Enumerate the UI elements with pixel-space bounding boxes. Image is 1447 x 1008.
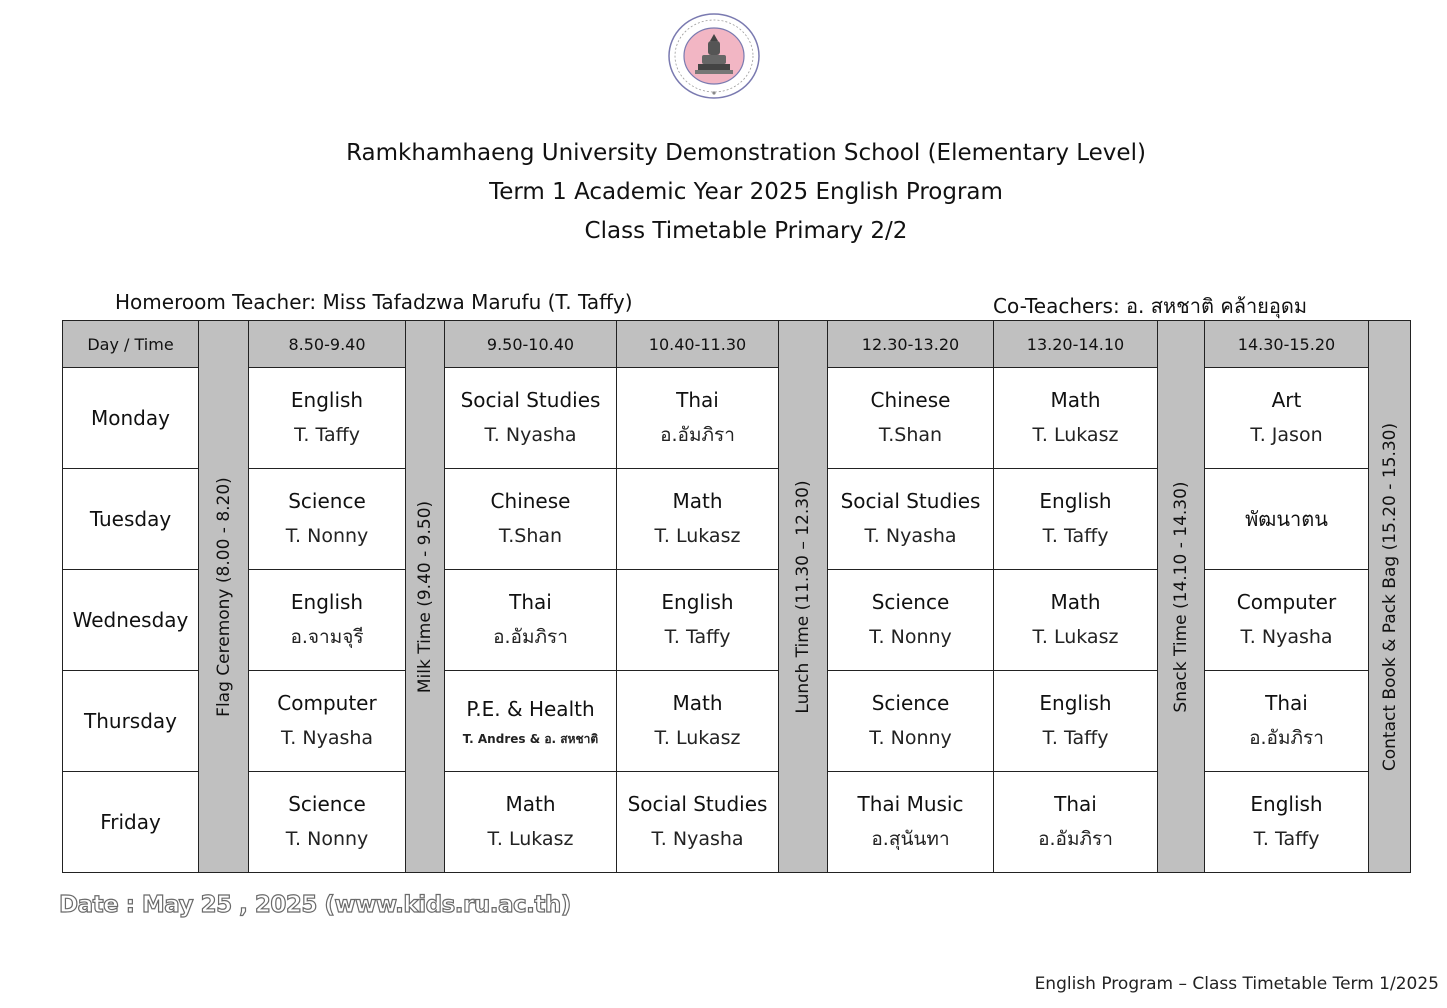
teacher: T. Jason — [1250, 424, 1323, 446]
teacher: T. Nyasha — [651, 828, 744, 850]
period-cell — [617, 772, 779, 873]
time-header: 12.30-13.20 — [828, 321, 994, 368]
subject: Science — [871, 590, 950, 614]
day-cell: Tuesday — [63, 469, 199, 570]
date-line: Date : May 25 , 2025 (www.kids.ru.ac.th) — [59, 892, 571, 918]
homeroom-teacher: Homeroom Teacher: Miss Tafadzwa Marufu (T. Taffy) — [115, 290, 633, 314]
teacher: T. Nonny — [285, 525, 369, 547]
subject: Science — [871, 691, 950, 715]
teacher: T. Lukasz — [654, 525, 741, 547]
time-header: 8.50-9.40 — [249, 321, 406, 368]
period-cell — [1205, 570, 1369, 671]
teacher: T. Nyasha — [484, 424, 577, 446]
subject: พัฒนาตน — [1245, 506, 1328, 531]
school-title: Ramkhamhaeng University Demonstration School (Elementary Level) — [346, 140, 1146, 166]
period-cell — [617, 671, 779, 772]
table-row — [63, 469, 1411, 570]
teacher: T. Nyasha — [280, 727, 374, 749]
period-cell — [1205, 772, 1369, 873]
period-cell — [994, 368, 1158, 469]
subject: Math — [672, 489, 723, 513]
period-cell — [445, 368, 617, 469]
teacher: T. Taffy — [1253, 828, 1320, 850]
subject: Social Studies — [840, 489, 981, 513]
period-cell — [994, 469, 1158, 570]
period-cell — [249, 469, 406, 570]
teacher: T. Taffy — [664, 626, 731, 648]
teacher: T. Lukasz — [487, 828, 574, 850]
timetable — [62, 320, 1411, 873]
break-snack-time — [1158, 321, 1205, 873]
subject: English — [1250, 792, 1323, 816]
period-cell — [445, 772, 617, 873]
day-cell: Friday — [63, 772, 199, 873]
teacher: อ.อัมภิรา — [1249, 727, 1324, 749]
subject: English — [290, 590, 364, 614]
term-title: Term 1 Academic Year 2025 English Program — [489, 179, 1003, 205]
teacher: T. Nonny — [869, 626, 952, 648]
teacher: T. Nyasha — [864, 525, 957, 547]
period-cell — [617, 570, 779, 671]
period-cell — [828, 772, 994, 873]
teacher: อ.อัมภิรา — [660, 424, 735, 446]
period-cell — [249, 772, 406, 873]
teacher: อ.สุนันทา — [871, 828, 950, 850]
break-milk-time — [406, 321, 445, 873]
period-cell — [994, 772, 1158, 873]
subject: Thai — [1265, 691, 1308, 715]
subject: Chinese — [490, 489, 571, 513]
teacher: T. Taffy — [1042, 727, 1109, 749]
break-label: Lunch Time (11.30 – 12.30) — [793, 479, 813, 714]
period-cell — [994, 570, 1158, 671]
break-contact-book — [1369, 321, 1411, 873]
period-cell — [1205, 469, 1369, 570]
day-cell: Wednesday — [63, 570, 199, 671]
corner-cell: Day / Time — [63, 321, 199, 368]
time-header: 13.20-14.10 — [994, 321, 1158, 368]
subject: English — [661, 590, 734, 614]
subject: Art — [1271, 388, 1302, 412]
table-row — [63, 570, 1411, 671]
break-flag-ceremony — [199, 321, 249, 873]
table-row — [63, 772, 1411, 873]
time-header: 14.30-15.20 — [1205, 321, 1369, 368]
period-cell — [249, 368, 406, 469]
teacher: T.Shan — [878, 424, 943, 446]
teacher: T. Lukasz — [1032, 626, 1119, 648]
teacher: T. Lukasz — [1032, 424, 1119, 446]
period-cell — [445, 570, 617, 671]
teacher: T. Taffy — [1042, 525, 1109, 547]
co-teachers: Co-Teachers: อ. สหชาติ คล้ายอุดม — [993, 294, 1308, 318]
subject: Chinese — [870, 388, 951, 412]
break-label: Milk Time (9.40 - 9.50) — [415, 500, 435, 693]
subject: Computer — [1236, 590, 1337, 614]
subject: Math — [505, 792, 556, 816]
period-cell — [617, 368, 779, 469]
period-cell — [828, 368, 994, 469]
teacher: T. Taffy — [294, 424, 360, 446]
period-cell — [249, 570, 406, 671]
teacher: T. Andres & อ. สหชาติ — [462, 731, 599, 746]
subject: P.E. & Health — [466, 696, 595, 721]
break-label: Flag Ceremony (8.00 - 8.20) — [213, 476, 234, 717]
subject: Thai — [1054, 792, 1097, 816]
teacher: T.Shan — [498, 525, 563, 547]
teacher: T. Lukasz — [654, 727, 741, 749]
school-seal-icon — [667, 12, 761, 100]
period-cell — [617, 469, 779, 570]
subject: Math — [1050, 388, 1101, 412]
day-cell: Monday — [63, 368, 199, 469]
subject: Computer — [277, 691, 377, 715]
subject: Math — [672, 691, 723, 715]
period-cell — [1205, 368, 1369, 469]
day-cell: Thursday — [63, 671, 199, 772]
period-cell — [994, 671, 1158, 772]
period-cell — [828, 671, 994, 772]
subject: Thai Music — [857, 792, 964, 816]
period-cell — [445, 469, 617, 570]
teacher: อ.อัมภิรา — [493, 626, 568, 648]
table-row — [63, 368, 1411, 469]
subject: Thai — [509, 590, 552, 614]
break-label: Snack Time (14.10 - 14.30) — [1171, 480, 1191, 713]
teacher: T. Nyasha — [1240, 626, 1333, 648]
period-cell — [445, 671, 617, 772]
subject: Science — [288, 792, 366, 816]
subject: English — [290, 388, 364, 412]
teacher: T. Nonny — [285, 828, 369, 850]
period-cell — [828, 570, 994, 671]
page-footer: English Program – Class Timetable Term 1/2025 — [1034, 974, 1439, 994]
teacher: อ.อัมภิรา — [1038, 828, 1113, 850]
class-title: Class Timetable Primary 2/2 — [584, 218, 908, 244]
subject: Social Studies — [627, 792, 768, 816]
timetable-header-row — [63, 321, 1411, 368]
period-cell — [828, 469, 994, 570]
teacher: อ.จามจุรี — [290, 626, 364, 648]
time-header: 9.50-10.40 — [445, 321, 617, 368]
subject: Thai — [676, 388, 719, 412]
time-header: 10.40-11.30 — [617, 321, 779, 368]
subject: Math — [1050, 590, 1101, 614]
break-label: Contact Book & Pack Bag (15.20 - 15.30) — [1379, 422, 1400, 771]
break-lunch-time — [779, 321, 828, 873]
title-block — [0, 134, 1447, 251]
subject: Social Studies — [460, 388, 601, 412]
subject: English — [1039, 691, 1112, 715]
table-row — [63, 671, 1411, 772]
subject: English — [1039, 489, 1112, 513]
teacher: T. Nonny — [869, 727, 952, 749]
period-cell — [249, 671, 406, 772]
period-cell — [1205, 671, 1369, 772]
subject: Science — [288, 489, 366, 513]
